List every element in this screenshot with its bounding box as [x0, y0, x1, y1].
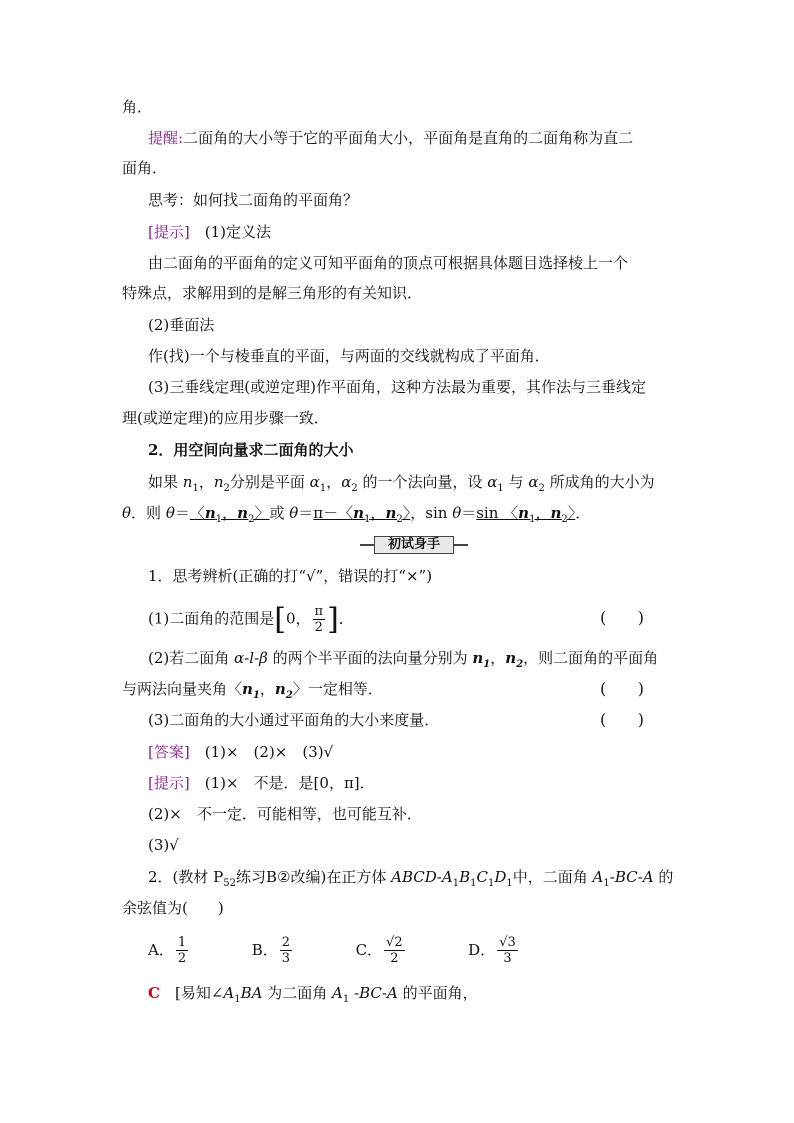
text-line: 作(找)一个与棱垂直的平面，与两面的交线就构成了平面角． [148, 347, 550, 365]
text-line: (2)× 不一定．可能相等，也可能互补． [148, 805, 422, 823]
banner-title: 初试身手 [374, 536, 454, 554]
final-answer: C [148, 984, 160, 1002]
option-d[interactable]: D． $\frac{√3}{3}$ [468, 935, 516, 966]
question-item: 余弦值为( ) [122, 899, 224, 917]
text-line: 角． [122, 98, 153, 116]
section-title: 2．用空间向量求二面角的大小 [148, 441, 354, 459]
text-line: (3)三垂线定理(或逆定理)作平面角，这种方法最为重要，其作法与三垂线定 [148, 378, 646, 396]
hint-line: [提示] (1)× 不是．是[0，π]． [148, 774, 375, 792]
question-item: 与两法向量夹角〈$n_1$，$n_2$〉一定相等． [122, 680, 383, 701]
option-b[interactable]: B． $\frac{2}{3}$ [251, 935, 290, 966]
text-line: (2)垂面法 [148, 316, 215, 334]
text-line: 面角． [122, 159, 168, 177]
text-line: 特殊点，求解用到的是解三角形的有关知识． [122, 284, 423, 302]
text-line: (3)√ [148, 836, 179, 854]
answer-blank: ( ) [600, 679, 644, 698]
formula-line: θ．则 θ＝〈$n_1$，$n_2$〉或 θ＝π－〈$n_1$，$n_2$〉，sin θ＝sin 〈$n_1$，$n_2$〉． [122, 504, 591, 525]
answer-line: [答案] (1)× (2)× (3)√ [148, 743, 334, 761]
answer-blank: ( ) [600, 608, 644, 627]
question-item: 2．(教材 $P_{52}$练习B②改编)在正方体 ABCD-$A_1B_1C_1D_1$中，二面角 $A_1-BC-A$ 的 [148, 868, 674, 889]
solution-line: C [易知$\angle A_1BA$ 为二面角 $A_1$ -BC-A 的平面角， [148, 984, 478, 1005]
reminder-line: 提醒:二面角的大小等于它的平面角大小，平面角是直角的二面角称为直二 [148, 129, 634, 147]
option-c[interactable]: C． $\frac{√2}{2}$ [355, 935, 403, 966]
hint-label: [提示] [148, 774, 190, 792]
hint-line: [提示] (1)定义法 [148, 223, 271, 241]
question-title: 1．思考辨析(正确的打“√”，错误的打“×”) [148, 567, 433, 585]
answer-blank: ( ) [600, 710, 644, 729]
think-line: 思考：如何找二面角的平面角？ [148, 191, 359, 209]
options-line [148, 935, 708, 966]
question-item: (1)二面角的范围是[0， $\frac{\pi}{2}$ ]． [148, 601, 354, 637]
question-item: (2)若二面角 α-l-β 的两个半平面的法向量分别为 $n_1$，$n_2$，则二面角的平面角 [148, 649, 659, 670]
text-line: 理(或逆定理)的应用步骤一致． [122, 409, 329, 427]
section-banner [360, 536, 468, 554]
formula-line: 如果 $n_1$，$n_2$分别是平面 $\alpha_1$，$\alpha_2$ 的一个法向量，设 $\alpha_1$ 与 $\alpha_2$ 所成角的大小为 [148, 473, 655, 494]
hint-label: [提示] [148, 223, 190, 241]
option-a[interactable]: A． $\frac{1}{2}$ [148, 935, 187, 966]
fraction: $\frac{\pi}{2}$ [314, 604, 324, 635]
question-item: (3)二面角的大小通过平面角的大小来度量． [148, 711, 440, 729]
answer-label: [答案] [148, 743, 190, 761]
reminder-label: 提醒: [148, 129, 184, 147]
text-line: 由二面角的平面角的定义可知平面角的顶点可根据具体题目选择棱上一个 [148, 254, 629, 272]
